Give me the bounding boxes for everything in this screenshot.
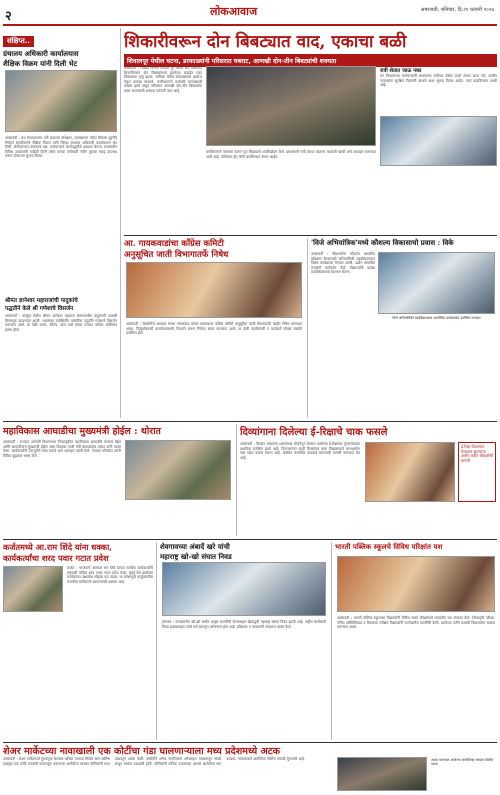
brief-headline-line2: शैक्षिक विक्रम यांनी दिली भेट (3, 59, 78, 68)
row4-mid-body: शेवगाव : राज्यस्तरीय खो-खो स्पर्धेत उत्कृष्ट कामगिरी केल्याबद्दल खेळाडूची महाराष्ट्र संघात निवड झाली आहे. राष्ट्रीय स्पर्धेसाठी निवड झाल्याबद्दल त्याचे सर्व स्तरातून अभिनंदन होत आहे. प्रशिक्षक व पालकांनी समाधान व्यक्त केले. (162, 620, 326, 629)
row4-mid-headline-line1: शेवगावच्या अंबादें खरे यांची (160, 542, 230, 551)
masthead (0, 0, 500, 30)
mid-right-story (307, 238, 497, 418)
bottom-photo (337, 757, 427, 791)
mid-right-photo (378, 252, 495, 314)
row3-left-story (3, 424, 233, 536)
row4-right-headline: भारती पब्लिक स्कूलचे विविध परिक्षांत यश (335, 542, 443, 551)
masthead-rule (3, 24, 497, 26)
row3-right-quote: ई-रिक्षा वितरणात गैरप्रकार झाल्याचा आरोप करीत चौकशीची मागणी (458, 442, 496, 502)
divider-3 (3, 539, 497, 540)
row4-left-photo (3, 566, 63, 612)
lead-subheadline: शिवालपूर येथील घटना, डरकाळ्यांनी परिसरात घबराट, आणखी दोन-तीन बिबट्यांची शक्यता (124, 54, 497, 67)
bottom-body: अमरावती : शेअर मार्केटमध्ये गुंतवणूक केल्यास अधिक परतावा मिळेल असे आमिष दाखवून एक कोटी रुपयांची फसवणूक करणाऱ्या आरोपीला सायबर पोलिसांनी मध्य प्रदेशातून अटक केली. आरोपीने अनेक नागरिकांना ऑनलाइन माध्यमातून संपर्क साधून रक्कम उकळली होती. पोलिसांनी तांत्रिक तपासाच्या आधारे आरोपीचा माग काढला. न्यायालयाने आरोपीला पोलीस कोठडी सुनावली आहे. (3, 757, 306, 766)
row4-right-story (331, 542, 497, 740)
brief-body: अमरावती : ग्रंथ संचालनालय तर्फे ग्रंथालय प्रशिक्षण, व्यवस्थापन पडित विकास मुद्दलैंचे निवेदन सादरीकरणे सैक्षिक विक्रम यांनी जिल्हा ग्रंथालय अधिकारी कार्यालयास भेट दिली. भेटीदरम्यान वाचकांचे प्रश्न, कर्मचाऱ्यांचे कार्यपद्धतीचे आढावा घेतला. ग्रंथालयीन विविध उपक्रमांची माहिती दिली तसेच वाचक वर्गासाठी नवीन पुस्तक संग्रह उपलब्ध करून देण्याच्या सूचना दिल्या. (5, 136, 117, 159)
mid-right-body: अमरावती : विद्यार्थ्यांना कौशल्य आधारित प्रशिक्षण देण्यासाठी अभियांत्रिकी महाविद्यालयात विशेष कार्यशाळा घेण्यात आली. उद्योग क्षेत्रातील तज्ज्ञांनी मार्गदर्शन केले. विद्यार्थ्यांनी प्रत्यक्ष प्रात्यक्षिकांमध्ये सहभाग घेतला. (311, 252, 375, 275)
row3-left-body: अमरावती : राज्यात आगामी विधानसभा निवडणुकीत महाविकास आघाडीचे सरकार येईल आणि आघाडीचाच मुख्यमंत्री होईल असा विश्वास माजी मंत्री बाळासाहेब थोरात यांनी व्यक्त केला. कार्यकर्त्यांनी एकजुटीने काम करावे असे आवाहन त्यांनी केले. पत्रकार परिषदेत त्यांनी विविध मुद्द्यांवर भाष्य केले. (3, 440, 121, 458)
row4-mid-photo (162, 562, 326, 616)
lead-side-headline: रात्री शेतात जाऊ नका (380, 68, 422, 74)
bottom-caption: अटक करण्यात आलेल्या आरोपीसह सायबर पोलीस पथक (431, 758, 494, 766)
brief-headline-line1: ग्रंथालय अधिकारी कार्यालयास (3, 49, 79, 58)
row3-right-story (236, 424, 497, 536)
lead-headline: शिकारीवरून दोन बिबट्यात वाद, एकाचा बळी (124, 32, 407, 52)
masthead-date: अमरावती, शनिवार, दि.२१ फरवरी २०२४ (420, 7, 494, 13)
divider-4 (3, 742, 497, 743)
brief2-headline-line1: श्रीमंत ज्ञानेश्वर महाराजांची पादुकांचे (5, 298, 78, 304)
row4-left-headline-line2: कार्यकर्त्यांचा शरद पवार गटात प्रवेश (3, 553, 109, 563)
brief2-body: अमरावती : कामुंडा येथील श्रीमंत ज्ञानेश्वर महाराज संस्थानातील पादुकांची पालखी मिरवणूक काढण्यात आली. भक्तांच्या उपस्थितीत पारंपरिक पद्धतीने गणेशाचे विसर्जन करण्यात आले. या वेळी भजन, कीर्तन, ढोल ताशे यांच्या गजरात परिसर भक्तिमय झाला होता. (5, 314, 117, 332)
row4-left-body: कर्जत : भाजपाचे आमदार राम शिंदे यांच्या समर्थक कार्यकर्त्यांनी राष्ट्रवादी काँग्रेस शरद पवार गटात प्रवेश केला. मुंबई येथे झालेल्या कार्यक्रमात पक्षप्रवेश सोहळा पार पडला. या प्रवेशामुळे तालुक्यातील राजकीय समीकरणे बदलण्याची शक्यता आहे. (67, 566, 153, 584)
row3-left-photo (125, 440, 231, 500)
mid-left-story (124, 238, 304, 418)
mid-left-photo (126, 262, 302, 318)
divider-1 (124, 235, 497, 236)
row3-right-photo (365, 442, 455, 502)
brief-photo (5, 70, 117, 132)
divider-2 (3, 421, 497, 422)
row4-left-story (3, 542, 153, 740)
mid-left-headline-line2: अनुसूचित जाती विभागातर्फे निषेध (124, 250, 229, 260)
row3-right-body: अमरावती : दिव्यांग बांधवांना शासनाच्या योजनेतून देण्यात आलेल्या ई-रिक्षांच्या गुणवत्तेबाबत प्रश्नचिन्ह उपस्थित झाले आहे. वितरणानंतर काही दिवसांतच चाक निखळल्याने लाभार्थ्यांना त्रास सहन करावा लागत आहे. संबंधित कंपनीवर कारवाई करण्याची मागणी करण्यात येत आहे. (240, 442, 360, 460)
row4-right-body: अमरावती : भारती पब्लिक स्कूलच्या विद्यार्थ्यांनी विविध स्पर्धा परिक्षांमध्ये घवघवीत यश संपादन केले. शिष्यवृत्ती परीक्षा, गणित ऑलिम्पियाड व चित्रकला परीक्षेत विद्यार्थ्यांनी उल्लेखनीय कामगिरी केली. शाळेच्या वतीने यशस्वी विद्यार्थ्यांचा सत्कार करण्यात आला. (337, 616, 495, 630)
brief-column (3, 28, 121, 418)
mid-right-headline: 'विजे अभियांत्रिक'मध्ये कौशल्य विकासाचो प्रवास : विके (311, 238, 454, 247)
lead-body-1: अमरावती : चिखल विभाग शिवाल पूर येथील शेत परिसरात शिकारीवरून दोन बिबट्यांमध्ये झालेल्या लढाईत एका बिबट्याचा मृत्यू झाला. रात्रीच्या वेळेस डरकाळ्यांचा आवाज ऐकून ग्रामस्थ घाबरले. वनविभागाचे कर्मचारी घटनास्थळी दाखल झाले असून परिसरात आणखी दोन-तीन बिबट्यांचा वावर असल्याची शक्यता वर्तवली जात आहे. (124, 66, 202, 93)
lead-photo-leopard (206, 66, 376, 146)
brief-tag: संक्षिप्त.. (3, 36, 34, 47)
lead-side-body: वन विभागाच्या कर्मचाऱ्यांनी ग्रामस्थांना रात्रीच्या वेळेस एकटे शेतात जाऊ नये, पाळीव जनावरांना सुरक्षित ठिकाणी बांधावे अशा सूचना दिल्या आहेत. गस्त वाढविण्यात आली आहे. (380, 74, 497, 88)
mid-left-headline-line1: आ. गायकवाडांचा काँग्रेस कमिटी (124, 239, 224, 249)
row4-right-photo (337, 556, 495, 612)
lead-body-2: वनविभागाने पंचनामा करून मृत बिबट्याचे शवविच्छेदन केले. ग्रामस्थांनी रात्री शेतात जाताना काळजी घ्यावी असे आवाहन करण्यात आले आहे. परिसरात ट्रॅप कॅमेरे बसविण्यात येणार आहेत. (206, 150, 376, 159)
row4-mid-story (156, 542, 328, 740)
bottom-headline: शेअर मार्केटच्या नावाखाली एक कोटींचा गंडा घालणाऱ्याला मध्य प्रदेशमध्ये अटक (3, 746, 281, 757)
lead-side-photo (380, 116, 497, 166)
page-number: २ (5, 9, 12, 24)
masthead-title: लोकआवाज (210, 5, 258, 18)
row4-left-headline-line1: कर्जतमध्ये आ.राम शिंदे यांना धक्का, (3, 542, 113, 552)
bottom-story (3, 744, 497, 793)
row3-right-headline: दिव्यांगाना दिलेल्या ई-रिक्षाचे चाक फसले (240, 427, 388, 438)
brief2-headline-line2: पद्धतीने केले श्री गणेशाचे विसर्जन (5, 306, 74, 312)
mid-right-caption: विजे अभियांत्रिकी महाविद्यालयात आयोजित कार्यशाळेत उपस्थित मान्यवर (392, 316, 481, 320)
mid-left-body: अमरावती : शिवसेनेचे आमदार संजय गायकवाड यांच्या वक्तव्याचा काँग्रेस कमिटी अनुसूचित जाती विभागातर्फे जाहीर निषेध करण्यात आला. जिल्हाधिकारी कार्यालयासमोर निदर्शने करून निवेदन सादर करण्यात आले. या वेळी पदाधिकारी व कार्यकर्ते मोठ्या संख्येने उपस्थित होते. (126, 322, 302, 336)
lead-story (124, 28, 497, 233)
row3-left-headline: महाविकास आघाडीचा मुख्यमंत्री होईल : थोरात (3, 426, 161, 437)
row4-mid-headline-line2: महाराष्ट्र खो-खो संघात निवड (160, 552, 232, 561)
